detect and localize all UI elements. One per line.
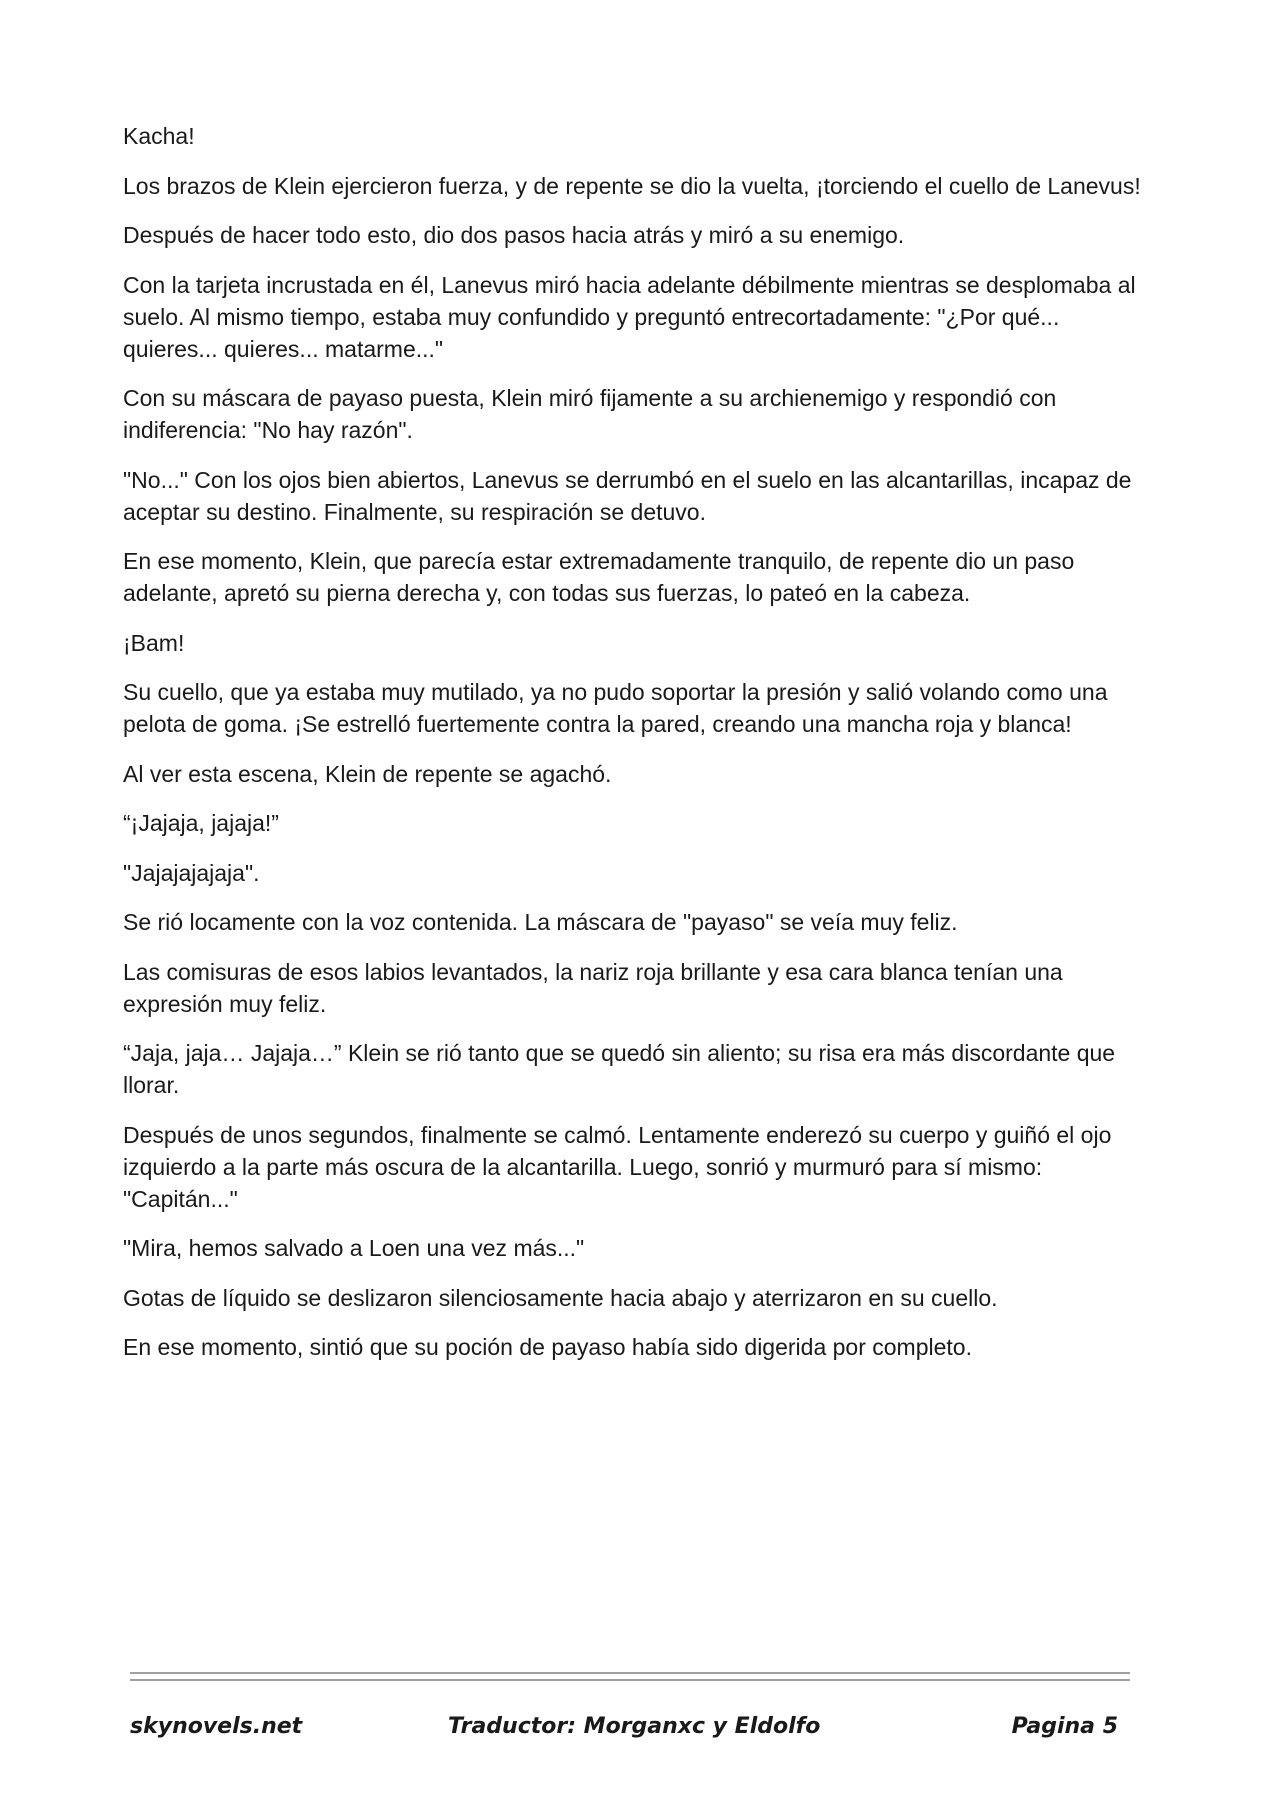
paragraph: "No..." Con los ojos bien abiertos, Lanevus se derrumbó en el suelo en las alcantarillas, incapaz de aceptar su destino. Finalmente, su respiración se detuvo. [123,466,1132,525]
document-body [123,120,1153,1381]
paragraph: ¡Bam! [123,629,185,656]
paragraph: Después de unos segundos, finalmente se calmó. Lentamente enderezó su cuerpo y guiñó el ojo izquierdo a la parte más oscura de la alcantarilla. Luego, sonrió y murmuró para sí mismo: "Capitán..." [123,1121,1112,1212]
paragraph: En ese momento, Klein, que parecía estar extremadamente tranquilo, de repente dio un paso adelante, apretó su pierna derecha y, con todas sus fuerzas, lo pateó en la cabeza. [123,548,1075,606]
paragraph: Después de hacer todo esto, dio dos pasos hacia atrás y miró a su enemigo. [123,222,905,248]
paragraph: Su cuello, que ya estaba muy mutilado, ya no pudo soportar la presión y salió volando como una pelota de goma. ¡Se estrelló fuertemente contra la pared, creando una mancha roja y blanca! [123,679,1108,737]
footer-divider [130,1672,1130,1681]
paragraph: Al ver esta escena, Klein de repente se agachó. [123,760,612,787]
paragraph: En ese momento, sintió que su poción de payaso había sido digerida por completo. [123,1334,972,1360]
footer-translator-credit: Traductor: Morganxc y Eldolfo [448,1714,821,1739]
paragraph: “Jaja, jaja… Jajaja…” Klein se rió tanto que se quedó sin aliento; su risa era más discordante que llorar. [123,1040,1116,1098]
paragraph: "Jajajajajaja". [123,859,260,886]
paragraph: Las comisuras de esos labios levantados, la nariz roja brillante y esa cara blanca tenían una expresión muy feliz. [123,958,1063,1017]
footer-site-name: skynovels.net [130,1714,303,1739]
paragraph: "Mira, hemos salvado a Loen una vez más..." [123,1235,585,1261]
footer-page-number: Pagina 5 [1011,1714,1118,1739]
paragraph: “¡Jajaja, jajaja!” [123,810,279,836]
paragraph: Los brazos de Klein ejercieron fuerza, y de repente se dio la vuelta, ¡torciendo el cuello de Lanevus! [123,172,1141,199]
paragraph: Con su máscara de payaso puesta, Klein miró fijamente a su archienemigo y respondió con indiferencia: "No hay razón". [123,385,1057,443]
paragraph: Kacha! [123,123,195,149]
paragraph: Con la tarjeta incrustada en él, Lanevus miró hacia adelante débilmente mientras se desplomaba al suelo. Al mismo tiempo, estaba muy confundido y preguntó entrecortadamente: "¿Por qué... quieres... quieres... matarme..." [123,271,1136,362]
paragraph: Se rió locamente con la voz contenida. La máscara de "payaso" se veía muy feliz. [123,909,958,935]
paragraph: Gotas de líquido se deslizaron silenciosamente hacia abajo y aterrizaron en su cuello. [123,1284,998,1311]
